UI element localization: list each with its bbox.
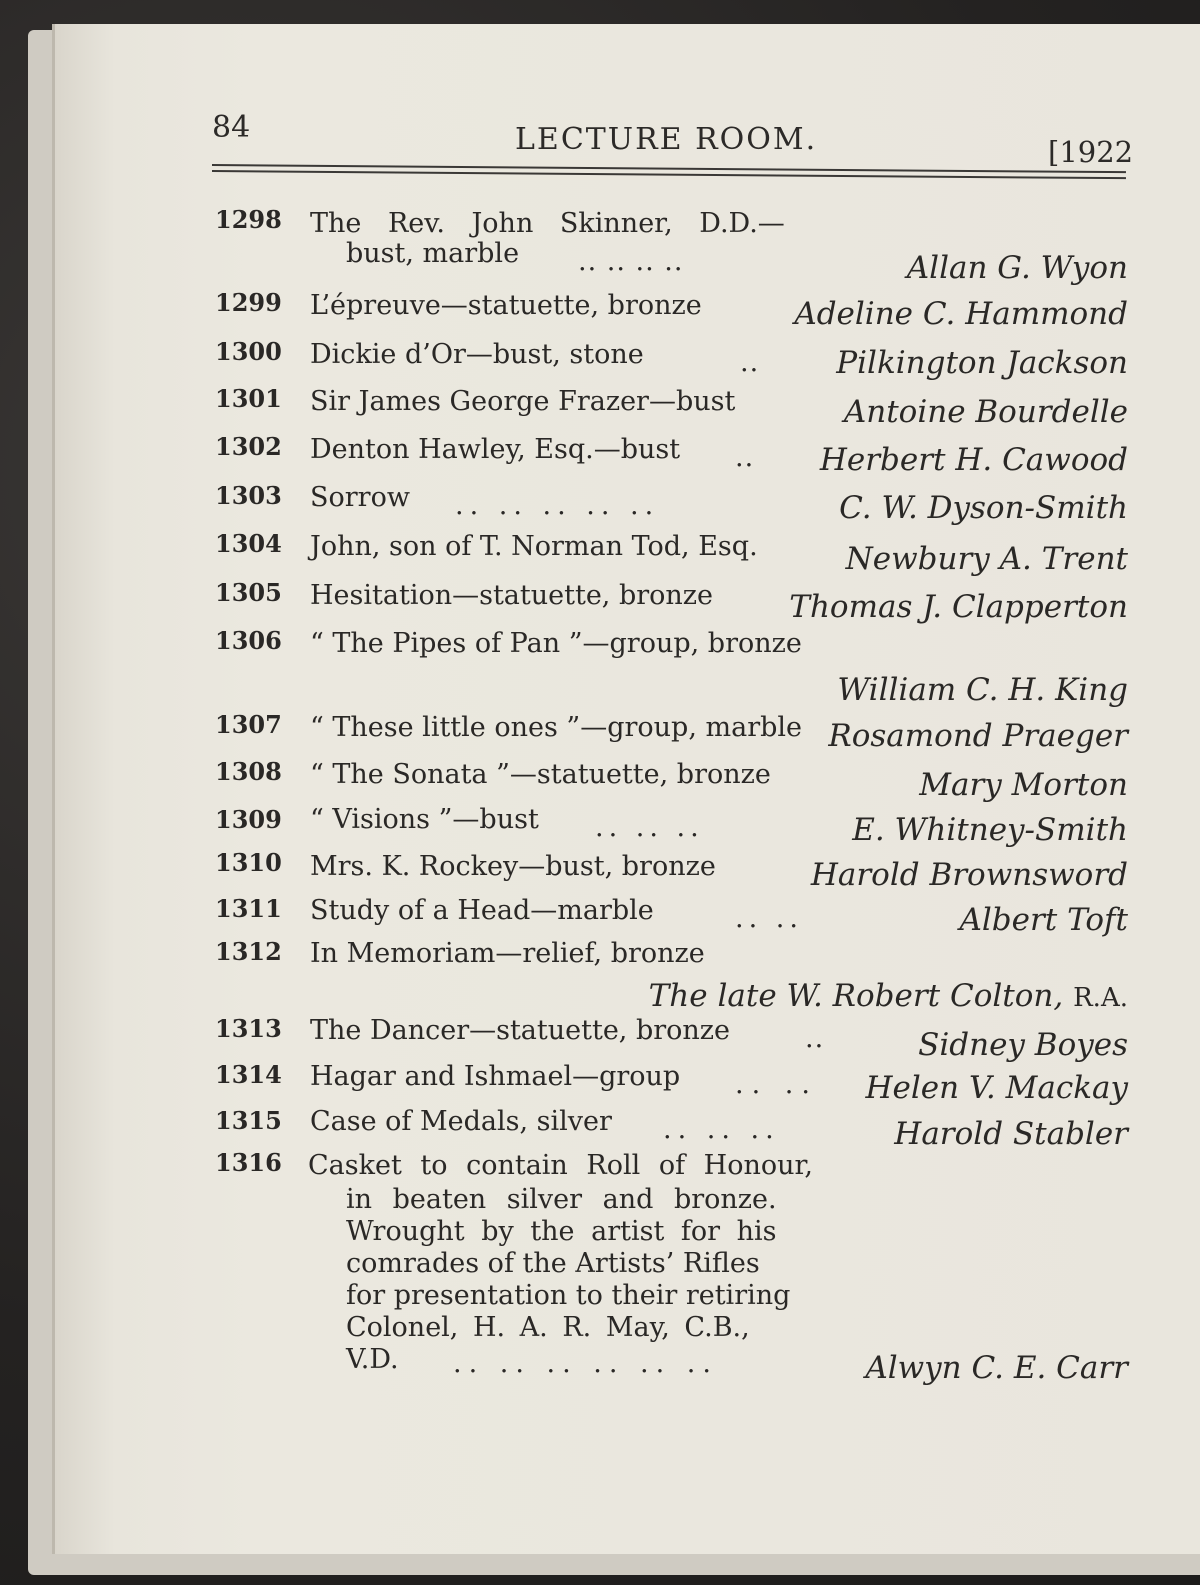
entry-title: “ The Sonata ”—statuette, bronze [310, 759, 771, 790]
catalogue-number: 1312 [215, 937, 282, 966]
catalogue-number: 1316 [215, 1148, 282, 1177]
entry-title: In Memoriam—relief, bronze [310, 938, 705, 969]
artist-name [649, 978, 1128, 1014]
dot-leader: .. [805, 1023, 825, 1054]
artist-name: E. Whitney-Smith [852, 812, 1128, 848]
artist-name: Adeline C. Hammond [794, 296, 1128, 332]
artist-name: Harold Brownsword [810, 857, 1128, 893]
dot-leader: .. .. .. [663, 1114, 780, 1145]
running-title: LECTURE ROOM. [515, 122, 818, 157]
entry-title: “ Visions ”—bust [310, 804, 539, 835]
entry-description-line: comrades of the Artists’ Rifles [346, 1248, 760, 1279]
entry-description-line: Colonel, H. A. R. May, C.B., [346, 1312, 750, 1343]
entry-title: Mrs. K. Rockey—bust, bronze [310, 851, 716, 882]
dot-leader: .. .. .. .. .. [455, 490, 660, 521]
entry-title: John, son of T. Norman Tod, Esq. [310, 531, 758, 562]
catalogue-number: 1309 [215, 805, 282, 834]
artist-name: Harold Stabler [894, 1116, 1128, 1152]
artist-honour: R.A. [1073, 983, 1128, 1013]
catalogue-number: 1302 [215, 432, 282, 461]
entry-title: The Rev. John Skinner, D.D.— [310, 208, 785, 239]
entry-title: Sorrow [310, 482, 410, 513]
catalogue-number: 1301 [215, 384, 282, 413]
entry-title: Case of Medals, silver [310, 1106, 612, 1137]
page-number: 84 [212, 110, 251, 145]
catalogue-number: 1307 [215, 710, 282, 739]
entry-title: Sir James George Frazer—bust [310, 386, 736, 417]
artist-name: Thomas J. Clapperton [789, 589, 1128, 625]
artist-name: Herbert H. Cawood [819, 442, 1128, 478]
entry-title: Denton Hawley, Esq.—bust [310, 434, 681, 465]
entry-description-line: for presentation to their retiring [346, 1280, 791, 1311]
entry-title: Study of a Head—marble [310, 895, 654, 926]
dot-leader: .. .. .. .. [578, 246, 684, 277]
dot-leader: .. .. [735, 903, 803, 934]
catalogue-number: 1310 [215, 848, 282, 877]
entry-title: Hagar and Ishmael—group [310, 1061, 681, 1092]
artist-name: Pilkington Jackson [836, 345, 1128, 381]
year-mark: [1922 [1048, 135, 1134, 169]
catalogue-number: 1315 [215, 1106, 282, 1135]
entry-title: L’épreuve—statuette, bronze [310, 290, 702, 321]
dot-leader: .. [740, 347, 760, 378]
catalogue-number: 1303 [215, 481, 282, 510]
catalogue-number: 1308 [215, 757, 282, 786]
artist-name: Antoine Bourdelle [843, 394, 1128, 430]
dot-leader: .. .. .. .. .. .. [453, 1348, 718, 1379]
entry-title-continuation: bust, marble [346, 238, 520, 269]
catalogue-number: 1313 [215, 1014, 282, 1043]
artist-name: Newbury A. Trent [845, 541, 1128, 577]
artist-name-text: The late W. Robert Colton, [648, 978, 1064, 1014]
catalogue-number: 1300 [215, 337, 282, 366]
artist-name: Rosamond Praeger [828, 718, 1128, 754]
dot-leader: .. .. [735, 1069, 818, 1100]
artist-name: Mary Morton [919, 767, 1128, 803]
artist-name: Allan G. Wyon [906, 250, 1128, 286]
entry-title: The Dancer—statuette, bronze [310, 1015, 731, 1046]
dot-leader: .. .. .. [595, 812, 704, 843]
catalogue-number: 1305 [215, 578, 282, 607]
artist-name: Helen V. Mackay [865, 1070, 1128, 1106]
catalogue-number: 1311 [215, 894, 282, 923]
entry-description-line: in beaten silver and bronze. [346, 1184, 777, 1215]
entry-title: Hesitation—statuette, bronze [310, 580, 713, 611]
dot-leader: .. [735, 442, 755, 473]
catalogue-number: 1314 [215, 1060, 282, 1089]
entry-title: Dickie d’Or—bust, stone [310, 339, 644, 370]
artist-name: Albert Toft [959, 902, 1128, 938]
artist-name: Sidney Boyes [918, 1027, 1128, 1063]
artist-name: Alwyn C. E. Carr [865, 1350, 1128, 1386]
entry-description-line: V.D. [346, 1344, 399, 1375]
catalogue-number: 1306 [215, 626, 282, 655]
entry-title: Casket to contain Roll of Honour, [308, 1150, 814, 1181]
artist-name: C. W. Dyson-Smith [839, 490, 1128, 526]
catalogue-number: 1299 [215, 288, 282, 317]
entry-title: “ These little ones ”—group, marble [310, 712, 802, 743]
catalogue-number: 1298 [215, 205, 282, 234]
artist-name: William C. H. King [837, 672, 1128, 708]
entry-title: “ The Pipes of Pan ”—group, bronze [310, 628, 802, 659]
entry-description-line: Wrought by the artist for his [346, 1216, 777, 1247]
catalogue-number: 1304 [215, 529, 282, 558]
